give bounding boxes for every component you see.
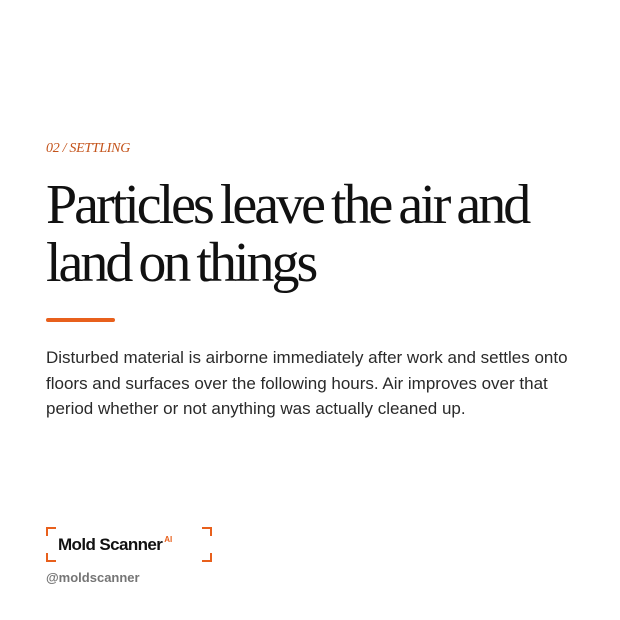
social-handle: @moldscanner — [46, 570, 140, 585]
body-paragraph: Disturbed material is airborne immediately after work and settles onto floors and surfaces over the following hours. Air improves over that period whether or not anything was actually cleaned up. — [46, 348, 568, 419]
headline: Particles leave the air and land on things — [46, 174, 529, 294]
logo-corner-bracket — [202, 553, 212, 562]
logo-corner-bracket — [46, 553, 56, 562]
brand-wordmark — [58, 535, 172, 555]
brand-logo — [46, 527, 212, 562]
brand-superscript: AI — [164, 535, 173, 544]
section-label: 02 / SETTLING — [46, 141, 131, 156]
accent-divider — [46, 318, 115, 322]
brand-name: Mold Scanner — [58, 535, 163, 554]
logo-corner-bracket — [202, 527, 212, 536]
logo-corner-bracket — [46, 527, 56, 536]
